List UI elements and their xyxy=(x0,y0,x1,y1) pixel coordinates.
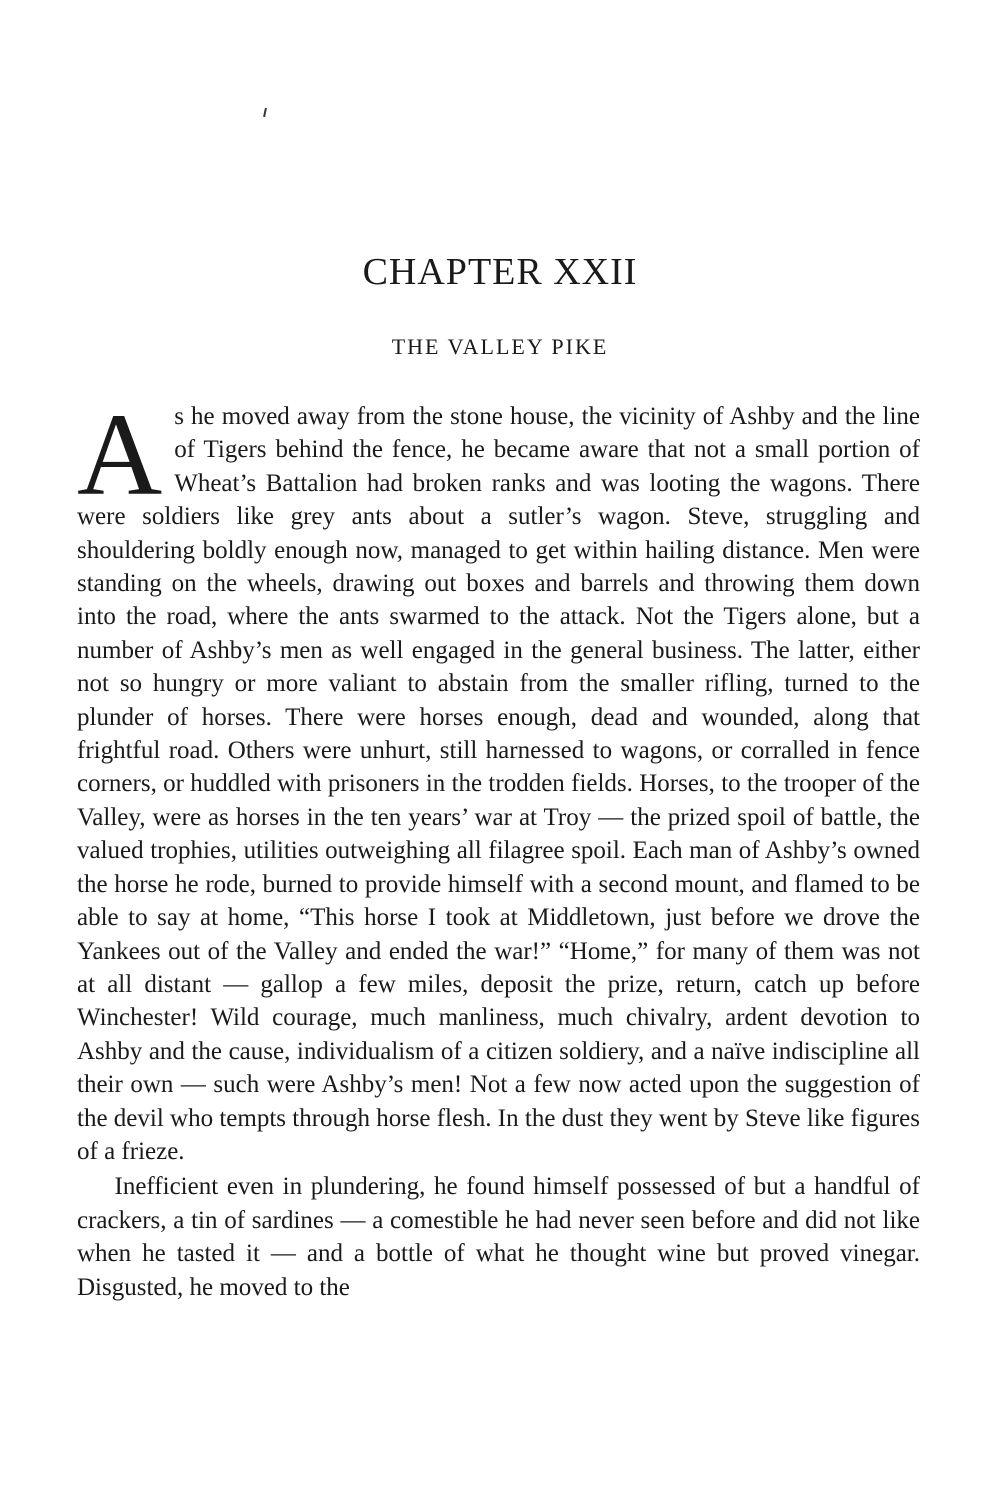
paragraph-1 xyxy=(77,389,920,1168)
paragraph-2 xyxy=(77,1170,920,1304)
paragraph-1-text: s he moved away from the stone house, the vicinity of Ashby and the line of Tigers behind the fence, he became aware that not a small portion of Wheat’s Battalion had broken ranks and was looting the wagons. There were soldiers like grey ants about a sutler’s wagon. Steve, struggling and shouldering boldly enough now, managed to get within hailing distance. Men were standing on the wheels, drawing out boxes and barrels and throwing them down into the road, where the ants swarmed to the attack. Not the Tigers alone, but a number of Ashby’s men as well engaged in the general business. The latter, either not so hungry or more valiant to abstain from the smaller rifling, turned to the plunder of horses. There were horses enough, dead and wounded, along that frightful road. Others were unhurt, still harnessed to wagons, or corralled in fence corners, or huddled with prisoners in the trodden fields. Horses, to the trooper of the Valley, were as horses in the ten years’ war at Troy — the prized spoil of battle, the valued trophies, utilities outweighing all filagree spoil. Each man of Ashby’s owned the horse he rode, burned to provide himself with a second mount, and flamed to be able to say at home, “This horse I took at Middletown, just before we drove the Yankees out of the Valley and ended the war!” “Home,” for many of them was not at all distant — gallop a few miles, deposit the prize, return, catch up before Winchester! Wild courage, much manliness, much chivalry, ardent devotion to Ashby and the cause, individualism of a citizen soldiery, and a naïve indiscipline all their own — such were Ashby’s men! Not a few now acted upon the suggestion of the devil who tempts through horse flesh. In the dust they went by Steve like figures of a frieze. xyxy=(77,403,920,1165)
chapter-title: THE VALLEY PIKE xyxy=(391,334,609,359)
chapter-number: CHAPTER XXII xyxy=(362,251,638,293)
drop-cap-letter: A xyxy=(77,389,163,520)
paragraph-2-text: Inefficient even in plundering, he found himself possessed of but a handful of crackers, a tin of sardines — a comestible he had never seen before and did not like when he tasted it — and a bottle of what he thought wine but proved vinegar. Disgusted, he moved to the xyxy=(77,1173,920,1301)
chapter-body xyxy=(77,389,920,1304)
ink-speck xyxy=(263,108,267,117)
